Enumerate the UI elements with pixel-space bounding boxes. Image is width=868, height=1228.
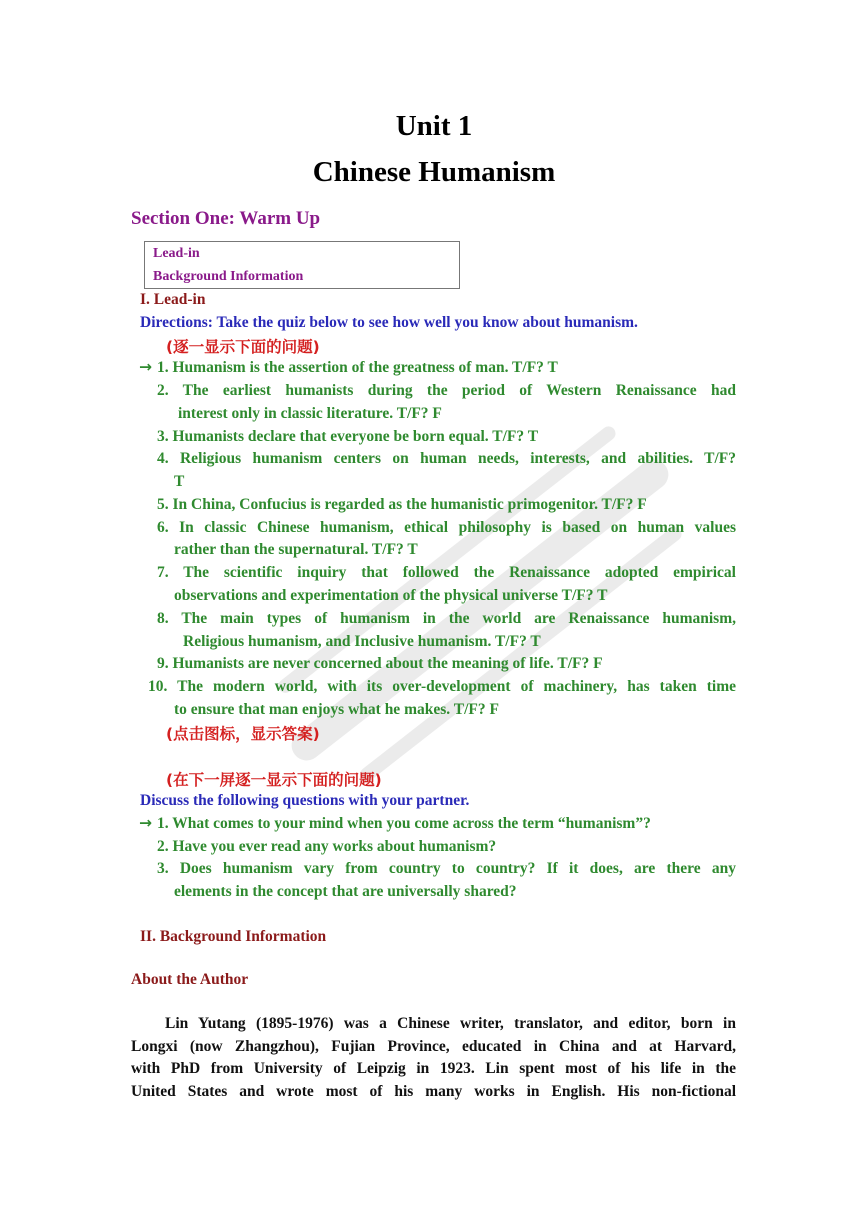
author-paragraph-line1: Lin Yutang (1895-1976) was a Chinese writer, translator, and editor, born in	[165, 1015, 736, 1032]
quiz-q2-line2: interest only in classic literature. T/F? F	[178, 405, 442, 422]
background-heading: II. Background Information	[140, 928, 327, 945]
quiz-q3: 3. Humanists declare that everyone be born equal. T/F? T	[157, 428, 539, 445]
quiz-q10-line1: 10. The modern world, with its over-development of machinery, has taken time	[148, 678, 736, 695]
page-title: Chinese Humanism	[312, 156, 556, 188]
quiz-q5: 5. In China, Confucius is regarded as the humanistic primogenitor. T/F? F	[157, 496, 647, 513]
quiz-q8-line2: Religious humanism, and Inclusive humanism. T/F? T	[183, 633, 541, 650]
quiz-q6-line1: 6. In classic Chinese humanism, ethical philosophy is based on human values	[157, 519, 736, 536]
toc-box	[144, 241, 460, 289]
quiz-q7-line2: observations and experimentation of the physical universe T/F? T	[174, 587, 608, 604]
arrow-icon[interactable]: →	[139, 358, 152, 376]
discuss-q1: 1. What comes to your mind when you come across the term “humanism”?	[157, 815, 651, 832]
discuss-instruction: Discuss the following questions with your partner.	[140, 792, 470, 809]
quiz-q7-line1: 7. The scientific inquiry that followed the Renaissance adopted empirical	[157, 564, 736, 581]
discuss-arrow-icon[interactable]: →	[139, 814, 152, 832]
author-paragraph-line3: with PhD from University of Leipzig in 1923. Lin spent most of his life in the	[131, 1060, 736, 1077]
quiz-q8-line1: 8. The main types of humanism in the world are Renaissance humanism,	[157, 610, 736, 627]
quiz-q4-line1: 4. Religious humanism centers on human needs, interests, and abilities. T/F?	[157, 450, 736, 467]
unit-label: Unit 1	[395, 110, 473, 142]
note-show-answers: (点击图标，显示答案)	[166, 725, 320, 743]
author-paragraph-line4: United States and wrote most of his many works in English. His non-fictional	[131, 1083, 736, 1100]
toc-link-background[interactable]: Background Information	[153, 269, 304, 284]
discuss-q3-line1: 3. Does humanism vary from country to country? If it does, are there any	[157, 860, 736, 877]
about-author-heading: About the Author	[131, 971, 249, 988]
note-next-screen: (在下一屏逐一显示下面的问题)	[166, 771, 382, 789]
note-show-questions: (逐一显示下面的问题)	[166, 338, 320, 356]
section-heading: Section One: Warm Up	[131, 208, 321, 229]
quiz-q6-line2: rather than the supernatural. T/F? T	[174, 541, 418, 558]
discuss-q2: 2. Have you ever read any works about humanism?	[157, 838, 497, 855]
quiz-q2-line1: 2. The earliest humanists during the period of Western Renaissance had	[157, 382, 736, 399]
leadin-heading: I. Lead-in	[140, 291, 206, 308]
quiz-q10-line2: to ensure that man enjoys what he makes. T/F? F	[174, 701, 499, 718]
quiz-q4-line2: T	[174, 473, 185, 490]
directions-text: Directions: Take the quiz below to see how well you know about humanism.	[140, 314, 638, 331]
quiz-q1: 1. Humanism is the assertion of the greatness of man. T/F? T	[157, 359, 558, 376]
author-paragraph-line2: Longxi (now Zhangzhou), Fujian Province, educated in China and at Harvard,	[131, 1038, 736, 1055]
quiz-q9: 9. Humanists are never concerned about the meaning of life. T/F? F	[157, 655, 603, 672]
discuss-q3-line2: elements in the concept that are universally shared?	[174, 883, 517, 900]
toc-link-lead-in[interactable]: Lead-in	[153, 246, 200, 261]
